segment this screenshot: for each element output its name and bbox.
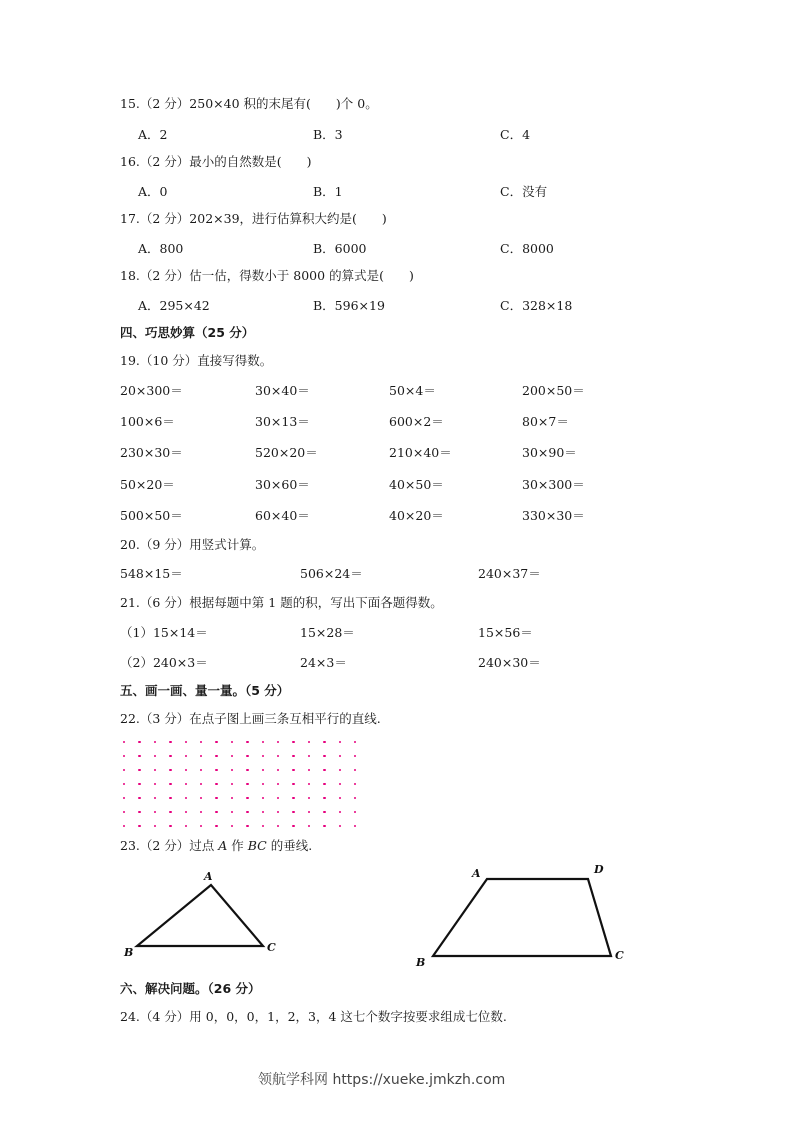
q19-item: 30×60＝ bbox=[255, 477, 310, 492]
q17-option-b: B．6000 bbox=[313, 241, 367, 256]
trapezoid-label-d: D bbox=[594, 863, 604, 876]
grid-dot[interactable] bbox=[262, 755, 264, 757]
q19-item: 600×2＝ bbox=[389, 414, 444, 429]
q17-option-c: C．8000 bbox=[500, 241, 554, 256]
grid-dot[interactable] bbox=[246, 755, 248, 757]
grid-dot[interactable] bbox=[185, 797, 187, 799]
q19-item: 200×50＝ bbox=[522, 383, 585, 398]
grid-dot[interactable] bbox=[308, 755, 310, 757]
grid-dot[interactable] bbox=[354, 769, 356, 771]
grid-dot[interactable] bbox=[323, 797, 325, 799]
grid-dot[interactable] bbox=[339, 811, 341, 813]
grid-dot[interactable] bbox=[231, 755, 233, 757]
q19-item: 20×300＝ bbox=[120, 383, 183, 398]
grid-dot[interactable] bbox=[231, 811, 233, 813]
grid-dot[interactable] bbox=[138, 755, 140, 757]
grid-dot[interactable] bbox=[231, 783, 233, 785]
grid-dot[interactable] bbox=[262, 741, 264, 743]
grid-dot[interactable] bbox=[354, 811, 356, 813]
grid-dot[interactable] bbox=[169, 783, 171, 785]
grid-dot[interactable] bbox=[277, 825, 279, 827]
grid-dot[interactable] bbox=[231, 741, 233, 743]
grid-dot[interactable] bbox=[308, 825, 310, 827]
grid-dot[interactable] bbox=[354, 783, 356, 785]
q20-item: 240×37＝ bbox=[478, 566, 541, 581]
grid-dot[interactable] bbox=[354, 741, 356, 743]
grid-dot[interactable] bbox=[262, 811, 264, 813]
grid-dot[interactable] bbox=[154, 783, 156, 785]
grid-dot[interactable] bbox=[339, 741, 341, 743]
triangle-label-a: A bbox=[204, 870, 213, 883]
grid-dot[interactable] bbox=[292, 769, 294, 771]
section-five-heading: 五、画一画、量一量。（5 分） bbox=[120, 683, 290, 698]
trapezoid-label-b: B bbox=[416, 956, 426, 969]
grid-dot[interactable] bbox=[215, 797, 217, 799]
q18-option-b: B．596×19 bbox=[313, 298, 385, 313]
grid-dot[interactable] bbox=[308, 783, 310, 785]
grid-dot[interactable] bbox=[200, 811, 202, 813]
grid-dot[interactable] bbox=[308, 811, 310, 813]
q15-option-a: A．2 bbox=[138, 127, 168, 142]
q21-stem: 21.（6 分）根据每题中第 1 题的积，写出下面各题得数。 bbox=[120, 595, 443, 610]
grid-dot[interactable] bbox=[262, 783, 264, 785]
grid-dot[interactable] bbox=[215, 755, 217, 757]
grid-dot[interactable] bbox=[246, 825, 248, 827]
q17-stem: 17.（2 分）202×39，进行估算积大约是( ) bbox=[120, 211, 387, 226]
grid-dot[interactable] bbox=[262, 769, 264, 771]
section-four-heading: 四、巧思妙算（25 分） bbox=[120, 325, 255, 340]
grid-dot[interactable] bbox=[323, 825, 325, 827]
grid-dot[interactable] bbox=[215, 741, 217, 743]
grid-dot[interactable] bbox=[277, 783, 279, 785]
q20-stem: 20.（9 分）用竖式计算。 bbox=[120, 537, 265, 552]
q19-item: 500×50＝ bbox=[120, 508, 183, 523]
grid-dot[interactable] bbox=[169, 769, 171, 771]
q16-option-b: B．1 bbox=[313, 184, 343, 199]
grid-dot[interactable] bbox=[154, 769, 156, 771]
grid-dot[interactable] bbox=[185, 741, 187, 743]
grid-dot[interactable] bbox=[169, 825, 171, 827]
q19-item: 30×300＝ bbox=[522, 477, 585, 492]
q21-item: （1）15×14＝ bbox=[120, 625, 208, 640]
grid-dot[interactable] bbox=[123, 769, 125, 771]
grid-dot[interactable] bbox=[169, 755, 171, 757]
grid-dot[interactable] bbox=[138, 825, 140, 827]
grid-dot[interactable] bbox=[277, 769, 279, 771]
grid-dot[interactable] bbox=[169, 741, 171, 743]
grid-dot[interactable] bbox=[323, 755, 325, 757]
grid-dot[interactable] bbox=[215, 783, 217, 785]
q16-option-c: C．没有 bbox=[500, 184, 548, 199]
grid-dot[interactable] bbox=[292, 783, 294, 785]
grid-dot[interactable] bbox=[246, 769, 248, 771]
grid-dot[interactable] bbox=[323, 741, 325, 743]
grid-dot[interactable] bbox=[123, 741, 125, 743]
grid-dot[interactable] bbox=[154, 755, 156, 757]
q19-item: 60×40＝ bbox=[255, 508, 310, 523]
grid-dot[interactable] bbox=[169, 797, 171, 799]
grid-dot[interactable] bbox=[339, 755, 341, 757]
grid-dot[interactable] bbox=[354, 797, 356, 799]
grid-dot[interactable] bbox=[231, 797, 233, 799]
grid-dot[interactable] bbox=[215, 811, 217, 813]
point-a-label: A bbox=[218, 838, 228, 853]
grid-dot[interactable] bbox=[308, 797, 310, 799]
section-six-heading: 六、解决问题。（26 分） bbox=[120, 981, 261, 996]
q19-item: 80×7＝ bbox=[522, 414, 569, 429]
q19-item: 30×13＝ bbox=[255, 414, 310, 429]
grid-dot[interactable] bbox=[200, 825, 202, 827]
q21-item: 15×28＝ bbox=[300, 625, 355, 640]
q15-option-b: B．3 bbox=[313, 127, 343, 142]
q21-item: 240×30＝ bbox=[478, 655, 541, 670]
q22-stem: 22.（3 分）在点子图上画三条互相平行的直线. bbox=[120, 711, 381, 726]
grid-dot[interactable] bbox=[339, 769, 341, 771]
q19-item: 30×40＝ bbox=[255, 383, 310, 398]
triangle-label-b: B bbox=[124, 946, 134, 959]
grid-dot[interactable] bbox=[292, 811, 294, 813]
q18-stem: 18.（2 分）估一估，得数小于 8000 的算式是( ) bbox=[120, 268, 414, 283]
grid-dot[interactable] bbox=[354, 755, 356, 757]
grid-dot[interactable] bbox=[215, 825, 217, 827]
q19-item: 100×6＝ bbox=[120, 414, 175, 429]
q18-option-c: C．328×18 bbox=[500, 298, 573, 313]
grid-dot[interactable] bbox=[138, 811, 140, 813]
grid-dot[interactable] bbox=[262, 797, 264, 799]
grid-dot[interactable] bbox=[339, 825, 341, 827]
q19-item: 50×20＝ bbox=[120, 477, 175, 492]
trapezoid-figure bbox=[415, 863, 624, 969]
grid-dot[interactable] bbox=[277, 797, 279, 799]
grid-dot[interactable] bbox=[200, 783, 202, 785]
q19-item: 40×50＝ bbox=[389, 477, 444, 492]
grid-dot[interactable] bbox=[323, 783, 325, 785]
grid-dot[interactable] bbox=[262, 825, 264, 827]
grid-dot[interactable] bbox=[246, 741, 248, 743]
grid-dot[interactable] bbox=[154, 825, 156, 827]
q16-stem: 16.（2 分）最小的自然数是( ) bbox=[120, 154, 312, 169]
grid-dot[interactable] bbox=[323, 811, 325, 813]
grid-dot[interactable] bbox=[169, 811, 171, 813]
grid-dot[interactable] bbox=[200, 741, 202, 743]
q19-item: 40×20＝ bbox=[389, 508, 444, 523]
q16-option-a: A．0 bbox=[138, 184, 168, 199]
grid-dot[interactable] bbox=[185, 755, 187, 757]
q20-item: 548×15＝ bbox=[120, 566, 183, 581]
grid-dot[interactable] bbox=[138, 769, 140, 771]
q17-option-a: A．800 bbox=[138, 241, 184, 256]
grid-dot[interactable] bbox=[246, 811, 248, 813]
grid-dot[interactable] bbox=[185, 769, 187, 771]
q15-option-c: C．4 bbox=[500, 127, 531, 142]
grid-dot[interactable] bbox=[123, 825, 125, 827]
q19-item: 330×30＝ bbox=[522, 508, 585, 523]
q23-stem: 23.（2 分）过点 A 作 BC 的垂线. bbox=[120, 838, 313, 853]
grid-dot[interactable] bbox=[200, 755, 202, 757]
grid-dot[interactable] bbox=[154, 811, 156, 813]
grid-dot[interactable] bbox=[292, 797, 294, 799]
grid-dot[interactable] bbox=[154, 797, 156, 799]
q20-item: 506×24＝ bbox=[300, 566, 363, 581]
q19-item: 30×90＝ bbox=[522, 445, 577, 460]
grid-dot[interactable] bbox=[354, 825, 356, 827]
grid-dot[interactable] bbox=[123, 783, 125, 785]
grid-dot[interactable] bbox=[231, 825, 233, 827]
grid-dot[interactable] bbox=[308, 769, 310, 771]
q21-item: 15×56＝ bbox=[478, 625, 533, 640]
grid-dot[interactable] bbox=[185, 811, 187, 813]
grid-dot[interactable] bbox=[200, 769, 202, 771]
grid-dot[interactable] bbox=[277, 755, 279, 757]
grid-dot[interactable] bbox=[339, 783, 341, 785]
trapezoid-label-c: C bbox=[615, 949, 624, 962]
q19-item: 50×4＝ bbox=[389, 383, 436, 398]
triangle-label-c: C bbox=[267, 941, 276, 954]
q19-item: 230×30＝ bbox=[120, 445, 183, 460]
grid-dot[interactable] bbox=[246, 797, 248, 799]
grid-dot[interactable] bbox=[292, 741, 294, 743]
grid-dot[interactable] bbox=[138, 783, 140, 785]
grid-dot[interactable] bbox=[308, 741, 310, 743]
grid-dot[interactable] bbox=[231, 769, 233, 771]
grid-dot[interactable] bbox=[323, 769, 325, 771]
q21-item: （2）240×3＝ bbox=[120, 655, 208, 670]
q19-item: 520×20＝ bbox=[255, 445, 318, 460]
grid-dot[interactable] bbox=[246, 783, 248, 785]
q15-stem: 15.（2 分）250×40 积的末尾有( )个 0。 bbox=[120, 96, 378, 111]
grid-dot[interactable] bbox=[185, 825, 187, 827]
grid-dot[interactable] bbox=[185, 783, 187, 785]
q18-option-a: A．295×42 bbox=[138, 298, 210, 313]
triangle-figure bbox=[123, 870, 276, 959]
q19-stem: 19.（10 分）直接写得数。 bbox=[120, 353, 273, 368]
trapezoid-label-a: A bbox=[472, 867, 481, 880]
grid-dot[interactable] bbox=[277, 741, 279, 743]
grid-dot[interactable] bbox=[292, 755, 294, 757]
grid-dot[interactable] bbox=[138, 797, 140, 799]
q19-item: 210×40＝ bbox=[389, 445, 452, 460]
grid-dot[interactable] bbox=[339, 797, 341, 799]
q24-stem: 24.（4 分）用 0，0，0，1，2，3，4 这七个数字按要求组成七位数. bbox=[120, 1009, 507, 1024]
grid-dot[interactable] bbox=[200, 797, 202, 799]
grid-dot[interactable] bbox=[138, 741, 140, 743]
footer-watermark: 领航学科网 https://xueke.jmkzh.com bbox=[258, 1072, 506, 1088]
q21-item: 24×3＝ bbox=[300, 655, 347, 670]
grid-dot[interactable] bbox=[292, 825, 294, 827]
grid-dot[interactable] bbox=[123, 811, 125, 813]
grid-dot[interactable] bbox=[154, 741, 156, 743]
grid-dot[interactable] bbox=[123, 755, 125, 757]
grid-dot[interactable] bbox=[277, 811, 279, 813]
grid-dot[interactable] bbox=[123, 797, 125, 799]
line-bc-label: BC bbox=[247, 838, 267, 853]
grid-dot[interactable] bbox=[215, 769, 217, 771]
